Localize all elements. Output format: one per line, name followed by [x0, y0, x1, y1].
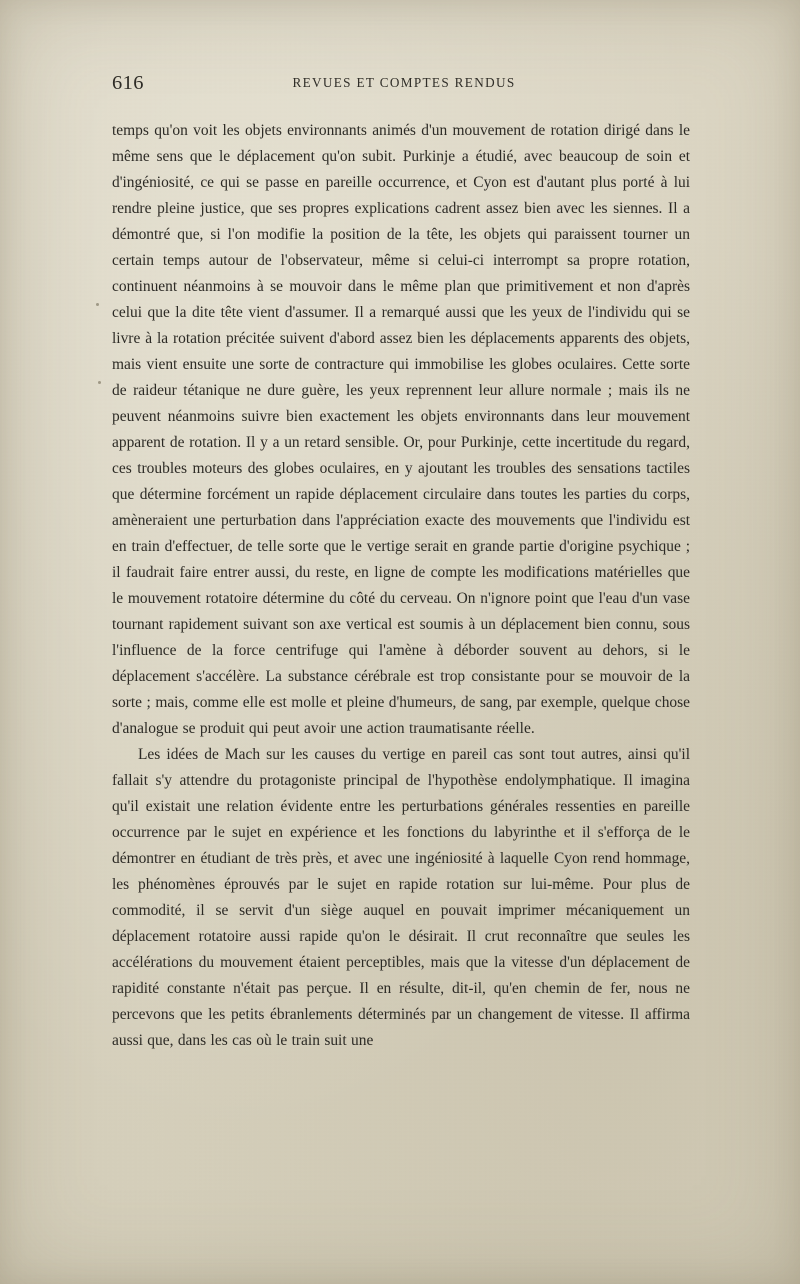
paragraph: temps qu'on voit les objets environnants animés d'un mouvement de rotation dirigé dans le même sens que le déplacement qu'on subit. Purkinje a étudié, avec beaucoup de soin et d'ingéniosité, ce qui se passe en pareille occurrence, et Cyon est d'autant plus porté à lui rendre pleine justice, que ses propres explications cadrent assez bien avec les siennes. Il a démontré que, si l'on modifie la position de la tête, les objets qui paraissent tourner un certain temps autour de l'observateur, même si celui-ci interrompt sa propre rotation, continuent néanmoins à se mouvoir dans le même plan que primitivement et non d'après celui que la dite tête vient d'assumer. Il a remarqué aussi que les yeux de l'individu qui se livre à la rotation précitée suivent d'abord assez bien les déplacements apparents des objets, mais vient ensuite une sorte de contracture qui immobilise les globes oculaires. Cette sorte de raideur tétanique ne dure guère, les yeux reprennent leur allure normale ; mais ils ne peuvent néanmoins suivre bien exactement les objets environnants dans leur mouvement apparent de rotation. Il y a un retard sensible. Or, pour Purkinje, cette incertitude du regard, ces troubles moteurs des globes oculaires, en y ajoutant les troubles des sensations tactiles que détermine forcément un rapide déplacement circulaire dans toutes les parties du corps, amèneraient une perturbation dans l'appréciation exacte des mouvements que l'individu est en train d'effectuer, de telle sorte que le vertige serait en grande partie d'origine psychique ; il faudrait faire entrer aussi, du reste, en ligne de compte les modifications matérielles que le mouvement rotatoire détermine du côté du cerveau. On n'ignore point que l'eau d'un vase tournant rapidement suivant son axe vertical est soumis à un déplacement bien connu, sous l'influence de la force centrifuge qui l'amène à déborder souvent au dehors, si le déplacement s'accélère. La substance cérébrale est trop consistante pour se mouvoir de la sorte ; mais, comme elle est molle et pleine d'humeurs, de sang, par exemple, quelque chose d'analogue se produit qui peut avoir une action traumatisante réelle. — [112, 122, 690, 737]
page-body — [112, 118, 690, 1054]
page-header — [112, 72, 696, 96]
paper-speck — [96, 303, 99, 306]
page-number: 616 — [112, 72, 144, 94]
paper-speck — [98, 381, 101, 384]
paragraph: Les idées de Mach sur les causes du vertige en pareil cas sont tout autres, ainsi qu'il fallait s'y attendre du protagoniste principal de l'hypothèse endolymphatique. Il imagina qu'il existait une relation évidente entre les perturbations générales ressenties en pareille occurrence par le sujet en expérience et les fonctions du labyrinthe et il s'efforça de le démontrer en étudiant de très près, et avec une ingéniosité à laquelle Cyon rend hommage, les phénomènes éprouvés par le sujet en rapide rotation sur lui-même. Pour plus de commodité, il se servit d'un siège auquel en pouvait imprimer mécaniquement un déplacement rotatoire aussi rapide qu'on le désirait. Il crut reconnaître que seules les accélérations du mouvement étaient perceptibles, mais que la vitesse d'un déplacement de rapidité constante n'était pas perçue. Il en résulte, dit-il, qu'en chemin de fer, nous ne percevons que les petits ébranlements déterminés par un changement de vitesse. Il affirma aussi que, dans les cas où le train suit une — [112, 746, 690, 1049]
running-head: REVUES ET COMPTES RENDUS — [292, 75, 516, 90]
